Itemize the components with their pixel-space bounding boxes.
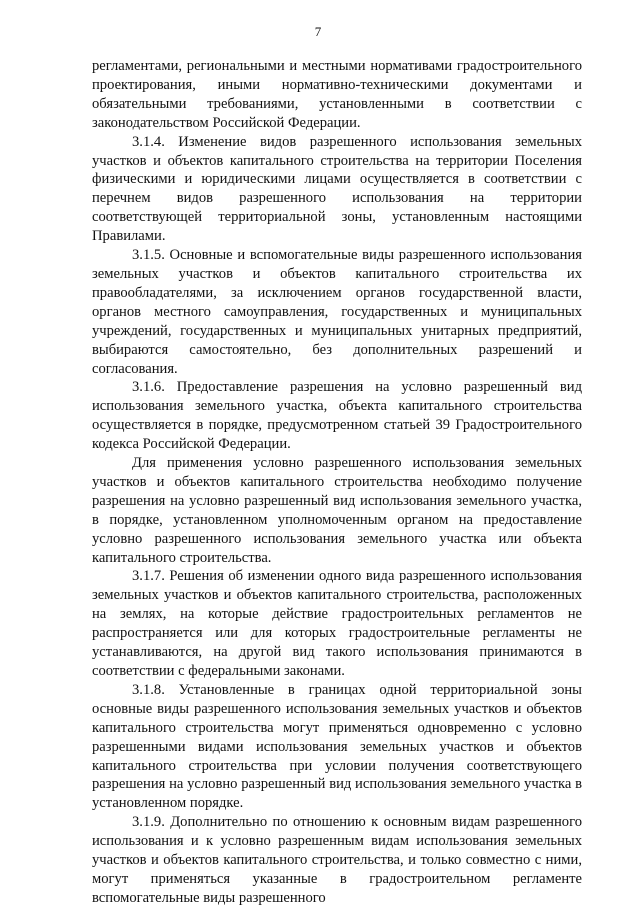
page-number: 7	[314, 24, 322, 39]
paragraph-3-1-6: 3.1.6. Предоставление разрешения на условно разрешенный вид использования земельного участка, объекта капитального строительства осуществляется в порядке, предусмотренном статьей 39 Градостроительного кодекса Российской Федерации.	[92, 379, 582, 453]
paragraph-3-1-9: 3.1.9. Дополнительно по отношению к основным видам разрешенного использования и к условно разрешенным видам использования земельных участков и объектов капитального строительства, и только совместно с ними, могут применяться указанные в градостроительном регламенте вспомогательные виды разрешенного	[92, 814, 582, 906]
paragraph-3-1-4: 3.1.4. Изменение видов разрешенного использования земельных участков и объектов капитального строительства на территории Поселения физическими и юридическими лицами осуществляется в соответствии с перечнем видов разрешенного использования на территории соответствующей территориальной зоны, установленным настоящими Правилами.	[92, 133, 582, 245]
document-body	[92, 57, 582, 908]
paragraph-3-1-5: 3.1.5. Основные и вспомогательные виды разрешенного использования земельных участков и объектов капитального строительства их правообладателями, за исключением органов государственной власти, органов местного самоуправления, государственных и муниципальных учреждений, государственных и муниципальных унитарных предприятий, выбираются самостоятельно, без дополнительных разрешений и согласования.	[92, 247, 582, 377]
paragraph-3-1-8: 3.1.8. Установленные в границах одной территориальной зоны основные виды разрешенного использования земельных участков и объектов капитального строительства могут применяться одновременно с условно разрешенными видами использования земельных участков и объектов капитального строительства при условии получения соответствующего разрешения на условно разрешенный вид использования земельного участка в установленном порядке.	[92, 681, 582, 812]
paragraph-conditional-use: Для применения условно разрешенного использования земельных участков и объектов капитального строительства необходимо получение разрешения на условно разрешенный вид использования земельного участка, в порядке, установленном уполномоченным органом на предоставление условно разрешенного использования земельного участка или объекта капитального строительства.	[92, 455, 582, 566]
paragraph-continuation: регламентами, региональными и местными нормативами градостроительного проектирования, иными нормативно-техническими документами и обязательными требованиями, установленными в соответствии с законодательством Российской Федерации.	[92, 58, 582, 131]
paragraph-3-1-7: 3.1.7. Решения об изменении одного вида разрешенного использования земельных участков и объектов капитального строительства, расположенных на землях, на которые действие градостроительных регламентов не распространяется или для которых градостроительные регламенты не устанавливаются, на другой вид такого использования принимаются в соответствии с федеральными законами.	[92, 568, 582, 679]
